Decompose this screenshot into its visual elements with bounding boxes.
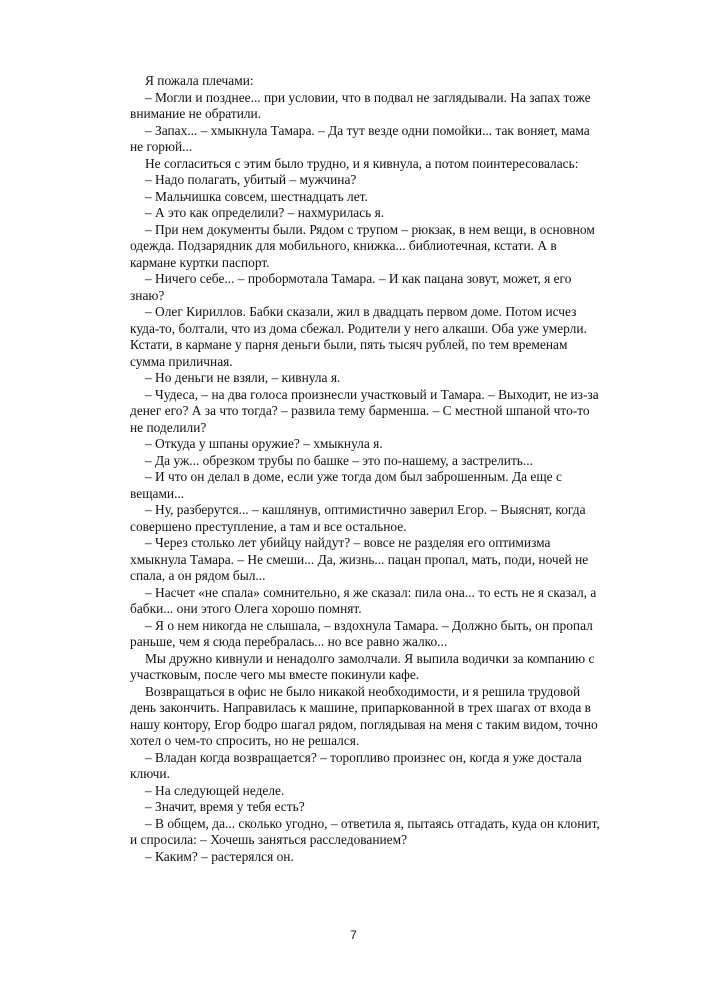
- paragraph: – Чудеса, – на два голоса произнесли участковый и Тамара. – Выходит, не из-за денег его? А за что тогда? – развила тему барменша. – С местной шпаной что-то не поделили?: [130, 386, 599, 435]
- paragraph: – В общем, да... сколько угодно, – ответила я, пытаясь отгадать, куда он клонит, и спросила: – Хочешь заняться расследованием?: [130, 815, 600, 847]
- paragraph: – Надо полагать, убитый – мужчина?: [145, 172, 357, 187]
- paragraph: – А это как определили? – нахмурилась я.: [145, 205, 385, 220]
- paragraph: – На следующей неделе.: [145, 782, 285, 798]
- paragraph: – Запах... – хмыкнула Тамара. – Да тут везде одни помойки... так воняет, мама не горюй...: [130, 122, 590, 154]
- paragraph: – Но деньги не взяли, – кивнула я.: [145, 370, 341, 385]
- paragraph: – Владан когда возвращается? – торопливо произнес он, когда я уже достала ключи.: [130, 749, 582, 781]
- paragraph: Не согласиться с этим было трудно, и я кивнула, а потом поинтересовалась:: [145, 155, 579, 171]
- paragraph: – Насчет «не спала» сомнительно, я же сказал: пила она... то есть не я сказал, а бабки... они этого Олега хорошо помнят.: [130, 584, 597, 616]
- body-text: [130, 73, 605, 865]
- paragraph: – Я о нем никогда не слышала, – вздохнула Тамара. – Должно быть, он пропал раньше, чем я сюда перебралась... но все равно жалко...: [130, 617, 593, 649]
- paragraph: – Откуда у шпаны оружие? – хмыкнула я.: [145, 436, 383, 451]
- paragraph: – Каким? – растерялся он.: [145, 848, 294, 864]
- paragraph: – Мальчишка совсем, шестнадцать лет.: [145, 188, 368, 204]
- paragraph: – При нем документы были. Рядом с трупом – рюкзак, в нем вещи, в основном одежда. Подзарядник для мобильного, книжка... библиотечная, кстати. А в кармане куртки паспорт.: [130, 221, 595, 270]
- paragraph: – Да уж... обрезком трубы по башке – это по-нашему, а застрелить...: [145, 452, 533, 468]
- paragraph: – И что он делал в доме, если уже тогда дом был заброшенным. Да еще с вещами...: [130, 469, 562, 501]
- paragraph: Возвращаться в офис не было никакой необходимости, и я решила трудовой день закончить. Направилась к машине, припаркованной в трех шагах от входа в нашу контору, Егор бодро шагал рядом, поглядывая на меня с таким видом, точно хотел о чем-то спросить, но не решался.: [130, 683, 598, 748]
- paragraph: Я пожала плечами:: [145, 73, 254, 88]
- paragraph: Мы дружно кивнули и ненадолго замолчали. Я выпила водички за компанию с участковым, после чего мы вместе покинули кафе.: [130, 650, 595, 682]
- paragraph: – Через столько лет убийцу найдут? – вовсе не разделяя его оптимизма хмыкнула Тамара. – Не смеши... Да, жизнь... пацан пропал, мать, поди, ночей не спала, а он рядом был...: [130, 535, 589, 583]
- paragraph: – Могли и позднее... при условии, что в подвал не заглядывали. На запах тоже внимание не обратили.: [130, 89, 591, 121]
- page-number: 7: [350, 928, 357, 942]
- paragraph: – Значит, время у тебя есть?: [145, 799, 305, 814]
- paragraph: – Ничего себе... – пробормотала Тамара. – И как пацана зовут, может, я его знаю?: [130, 271, 572, 303]
- paragraph: – Ну, разберутся... – кашлянув, оптимистично заверил Егор. – Выяснят, когда совершено преступление, а там и все остальное.: [130, 502, 586, 534]
- paragraph: – Олег Кириллов. Бабки сказали, жил в двадцать первом доме. Потом исчез куда-то, болтали, что из дома сбежал. Родители у него алкаши. Оба уже умерли. Кстати, в кармане у парня деньги были, пять тысяч рублей, по тем временам сумма приличная.: [130, 304, 587, 369]
